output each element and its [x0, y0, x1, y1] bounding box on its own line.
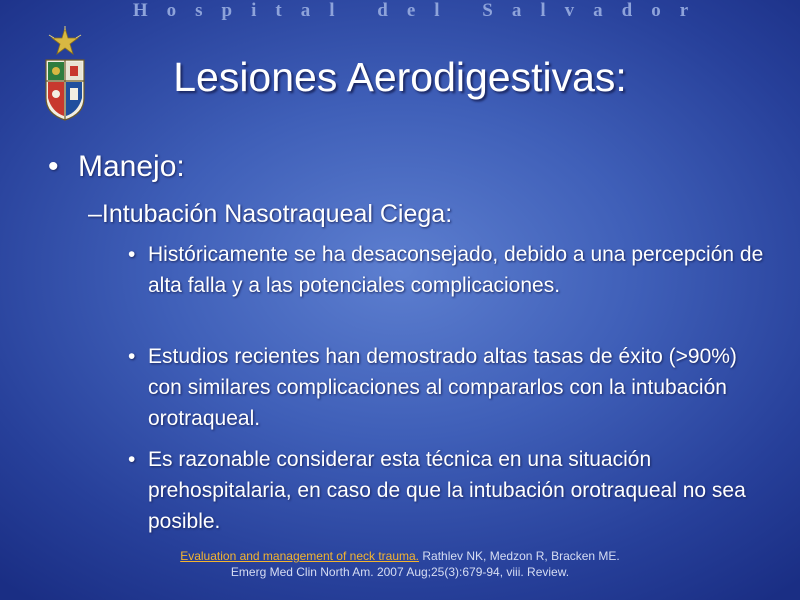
bullet-dot-icon: •: [48, 150, 59, 183]
bullet-level3: [128, 341, 768, 434]
dash-icon: –: [88, 200, 102, 228]
reference-journal: Emerg Med Clin North Am. 2007 Aug;25(3):679-94, viii. Review.: [230, 565, 570, 579]
bullet-dot-icon: •: [128, 448, 136, 471]
bullet-level3-text: Históricamente se ha desaconsejado, debido a una percepción de alta falla y a las potenciales complicaciones.: [148, 243, 764, 297]
reference-citation: [0, 548, 800, 580]
slide-title: Lesiones Aerodigestivas:: [173, 54, 627, 100]
bullet-level3: [128, 444, 768, 537]
bullet-level2-text: Intubación Nasotraqueal Ciega:: [101, 200, 453, 228]
bullet-dot-icon: •: [128, 243, 136, 266]
bullet-level3-text: Es razonable considerar esta técnica en una situación prehospitalaria, en caso de que la intubación orotraqueal no sea posible.: [148, 448, 746, 533]
bullet-level1: [48, 148, 185, 186]
reference-authors: Rathlev NK, Medzon R, Bracken ME.: [422, 549, 620, 563]
reference-link[interactable]: Evaluation and management of neck trauma.: [180, 549, 420, 563]
bullet-level3: [128, 239, 768, 301]
bullet-level1-text: Manejo:: [78, 150, 185, 183]
bullet-dot-icon: •: [128, 345, 136, 368]
bullet-level2: [88, 198, 452, 230]
bullet-level3-text: Estudios recientes han demostrado altas tasas de éxito (>90%) con similares complicaciones al compararlos con la intubación orotraqueal.: [148, 345, 737, 430]
hospital-banner: Hospital del Salvador: [132, 0, 708, 21]
